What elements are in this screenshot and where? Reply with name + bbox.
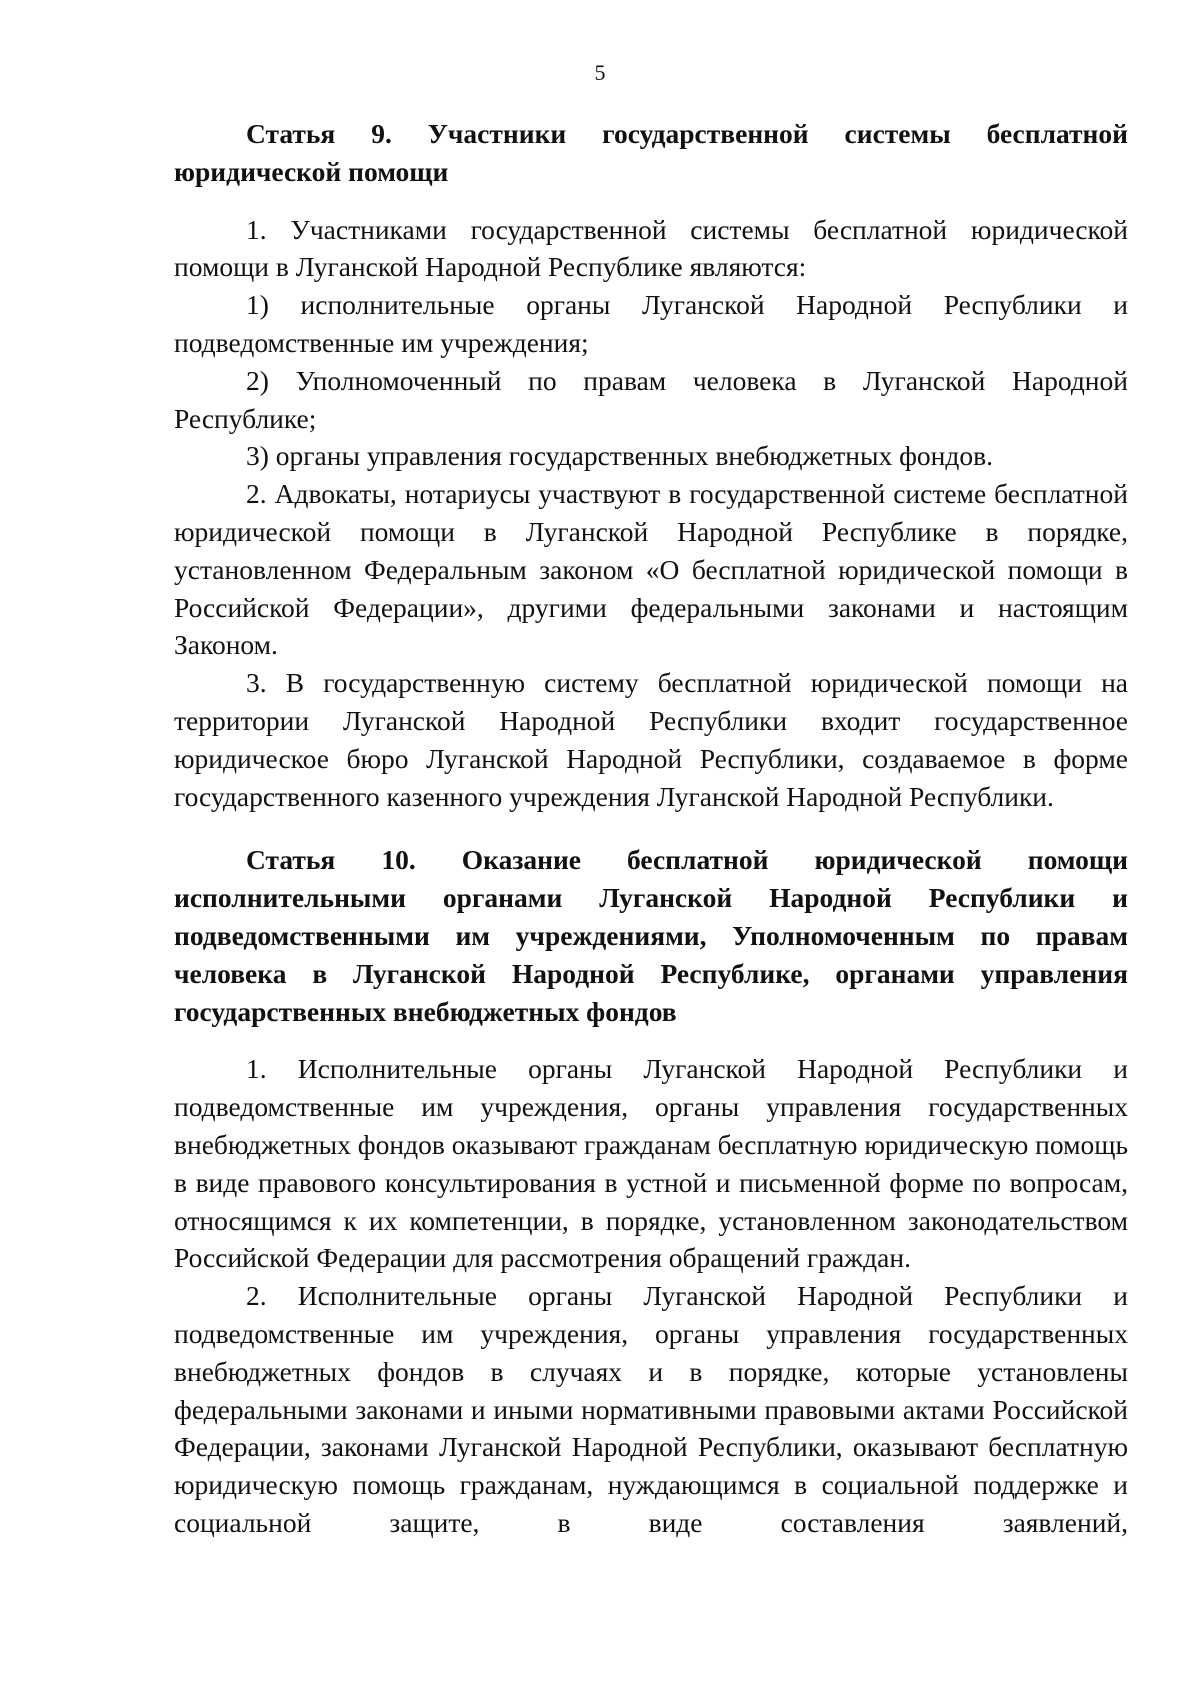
article-9-paragraph: 3. В государственную систему бесплатной юридической помощи на территории Луганской Народной Республики входит государственное юридическое бюро Луганской Народной Республики, создаваемое в форме государственного казенного учреждения Луганской Народной Республики. bbox=[174, 667, 1128, 812]
document-body bbox=[174, 115, 1128, 1542]
article-9-paragraph: 1) исполнительные органы Луганской Народной Республики и подведомственные им учреждения; bbox=[174, 289, 1128, 358]
page-number: 5 bbox=[594, 60, 606, 85]
article-9-paragraph: 1. Участниками государственной системы бесплатной юридической помощи в Луганской Народной Республике являются: bbox=[174, 213, 1128, 283]
article-9-heading: Статья 9. Участники государственной системы бесплатной юридической помощи bbox=[174, 118, 1128, 187]
article-10-heading: Статья 10. Оказание бесплатной юридической помощи исполнительными органами Луганской Народной Республики и подведомственными им учреждениями, Уполномоченным по правам человека в Луганской Народной Республике, органами управления государственных внебюджетных фондов bbox=[174, 844, 1128, 1027]
article-9-paragraph: 2) Уполномоченный по правам человека в Луганской Народной Республике; bbox=[174, 364, 1128, 434]
article-10-paragraph: 2. Исполнительные органы Луганской Народной Республики и подведомственные им учреждения, органы управления государственных внебюджетных фондов в случаях и в порядке, которые установлены федеральными законами и иными нормативными правовыми актами Российской Федерации, законами Луганской Народной Республики, оказывают бесплатную юридическую помощь гражданам, нуждающимся в социальной поддержке и социальной защите, в виде составления заявлений, bbox=[174, 1280, 1128, 1538]
article-9-paragraph: 3) органы управления государственных внебюджетных фондов. bbox=[246, 440, 993, 472]
article-9-paragraph: 2. Адвокаты, нотариусы участвуют в государственной системе бесплатной юридической помощи в Луганской Народной Республике в порядке, установленном Федеральным законом «О бесплатной юридической помощи в Российской Федерации», другими федеральными законами и настоящим Законом. bbox=[174, 478, 1128, 661]
article-10-paragraph: 1. Исполнительные органы Луганской Народной Республики и подведомственные им учреждения, органы управления государственных внебюджетных фондов оказывают гражданам бесплатную юридическую помощь в виде правового консультирования в устной и письменной форме по вопросам, относящимся к их компетенции, в порядке, установленном законодательством Российской Федерации для рассмотрения обращений граждан. bbox=[174, 1053, 1128, 1274]
